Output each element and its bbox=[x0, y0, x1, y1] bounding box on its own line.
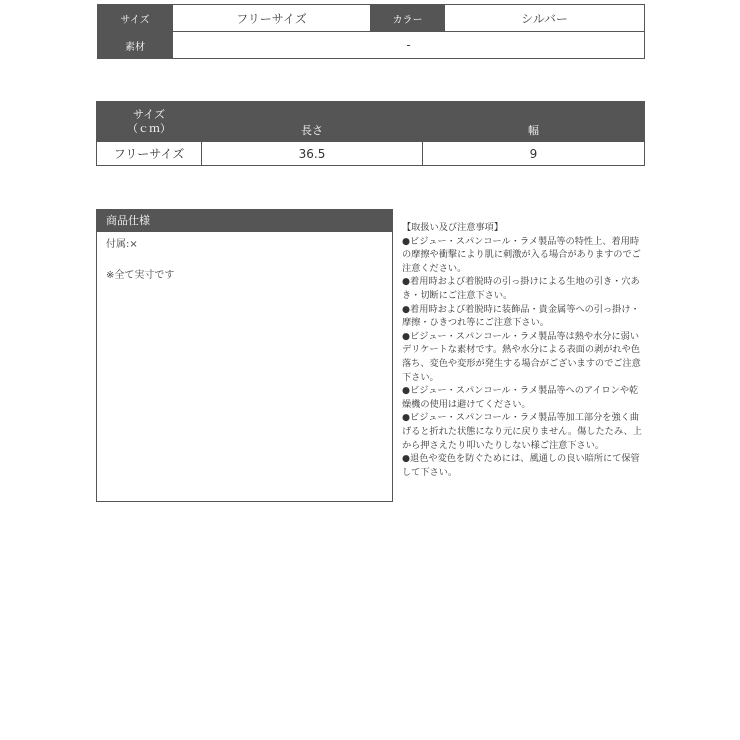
table-row bbox=[97, 142, 645, 166]
header-length: 長さ bbox=[202, 102, 423, 142]
size-label: サイズ bbox=[98, 5, 173, 32]
header-width: 幅 bbox=[423, 102, 645, 142]
care-note-item: ●ビジュー・スパンコール・ラメ製品等へのアイロンや乾燥機の使用は避けてください。 bbox=[402, 385, 639, 410]
color-label: カラー bbox=[371, 5, 445, 32]
care-note-item: ●ビジュー・スパンコール・ラメ製品等の特性上、着用時の摩擦や衝撃により肌に刺激が入る場合がありますのでご注意ください。 bbox=[402, 235, 641, 274]
care-note-item: ●ビジュー・スパンコール・ラメ製品等加工部分を強く曲げると折れた状態になり元に戻りません。傷したたみ、上から押さえたり叩いたりしない様ご注意下さい。 bbox=[402, 412, 642, 451]
care-notes bbox=[402, 221, 647, 479]
row-width: 9 bbox=[423, 142, 645, 166]
care-note-item: ●退色や変色を防ぐためには、風通しの良い暗所にて保管して下さい。 bbox=[402, 453, 640, 478]
spec-table bbox=[97, 4, 645, 59]
care-note-item: ●ビジュー・スパンコール・ラメ製品等は熱や水分に弱いデリケートな素材です。熱や水分による表面の剥がれや色落ち、変色や変形が発生する場合がございますのでご注意下さい。 bbox=[402, 330, 641, 383]
row-length: 36.5 bbox=[202, 142, 423, 166]
header-size bbox=[97, 102, 202, 142]
care-notes-title: 【取扱い及び注意事項】 bbox=[402, 222, 504, 233]
product-spec-box bbox=[96, 209, 393, 502]
care-note-item: ●着用時および着脱時の引っ掛けによる生地の引き・穴あき・切断にご注意下さい。 bbox=[402, 276, 640, 301]
color-value: シルバー bbox=[445, 5, 645, 32]
table-header-row bbox=[97, 102, 645, 142]
accessory-text: 付属:× bbox=[106, 239, 138, 250]
table-row bbox=[98, 5, 645, 32]
row-size: フリーサイズ bbox=[97, 142, 202, 166]
header-size-line1: サイズ bbox=[132, 107, 166, 121]
size-table bbox=[96, 101, 645, 166]
product-spec-title: 商品仕様 bbox=[97, 210, 392, 232]
material-value: - bbox=[173, 32, 645, 59]
material-label: 素材 bbox=[98, 32, 173, 59]
table-row bbox=[98, 32, 645, 59]
measurement-note: ※全て実寸です bbox=[106, 270, 175, 281]
header-size-line2: （ｃｍ） bbox=[127, 121, 171, 135]
care-note-item: ●着用時および着脱時に装飾品・貴金属等への引っ掛け・摩擦・ひきつれ等にご注意下さい。 bbox=[402, 303, 640, 329]
product-spec-body bbox=[97, 232, 392, 306]
size-value: フリーサイズ bbox=[173, 5, 371, 32]
